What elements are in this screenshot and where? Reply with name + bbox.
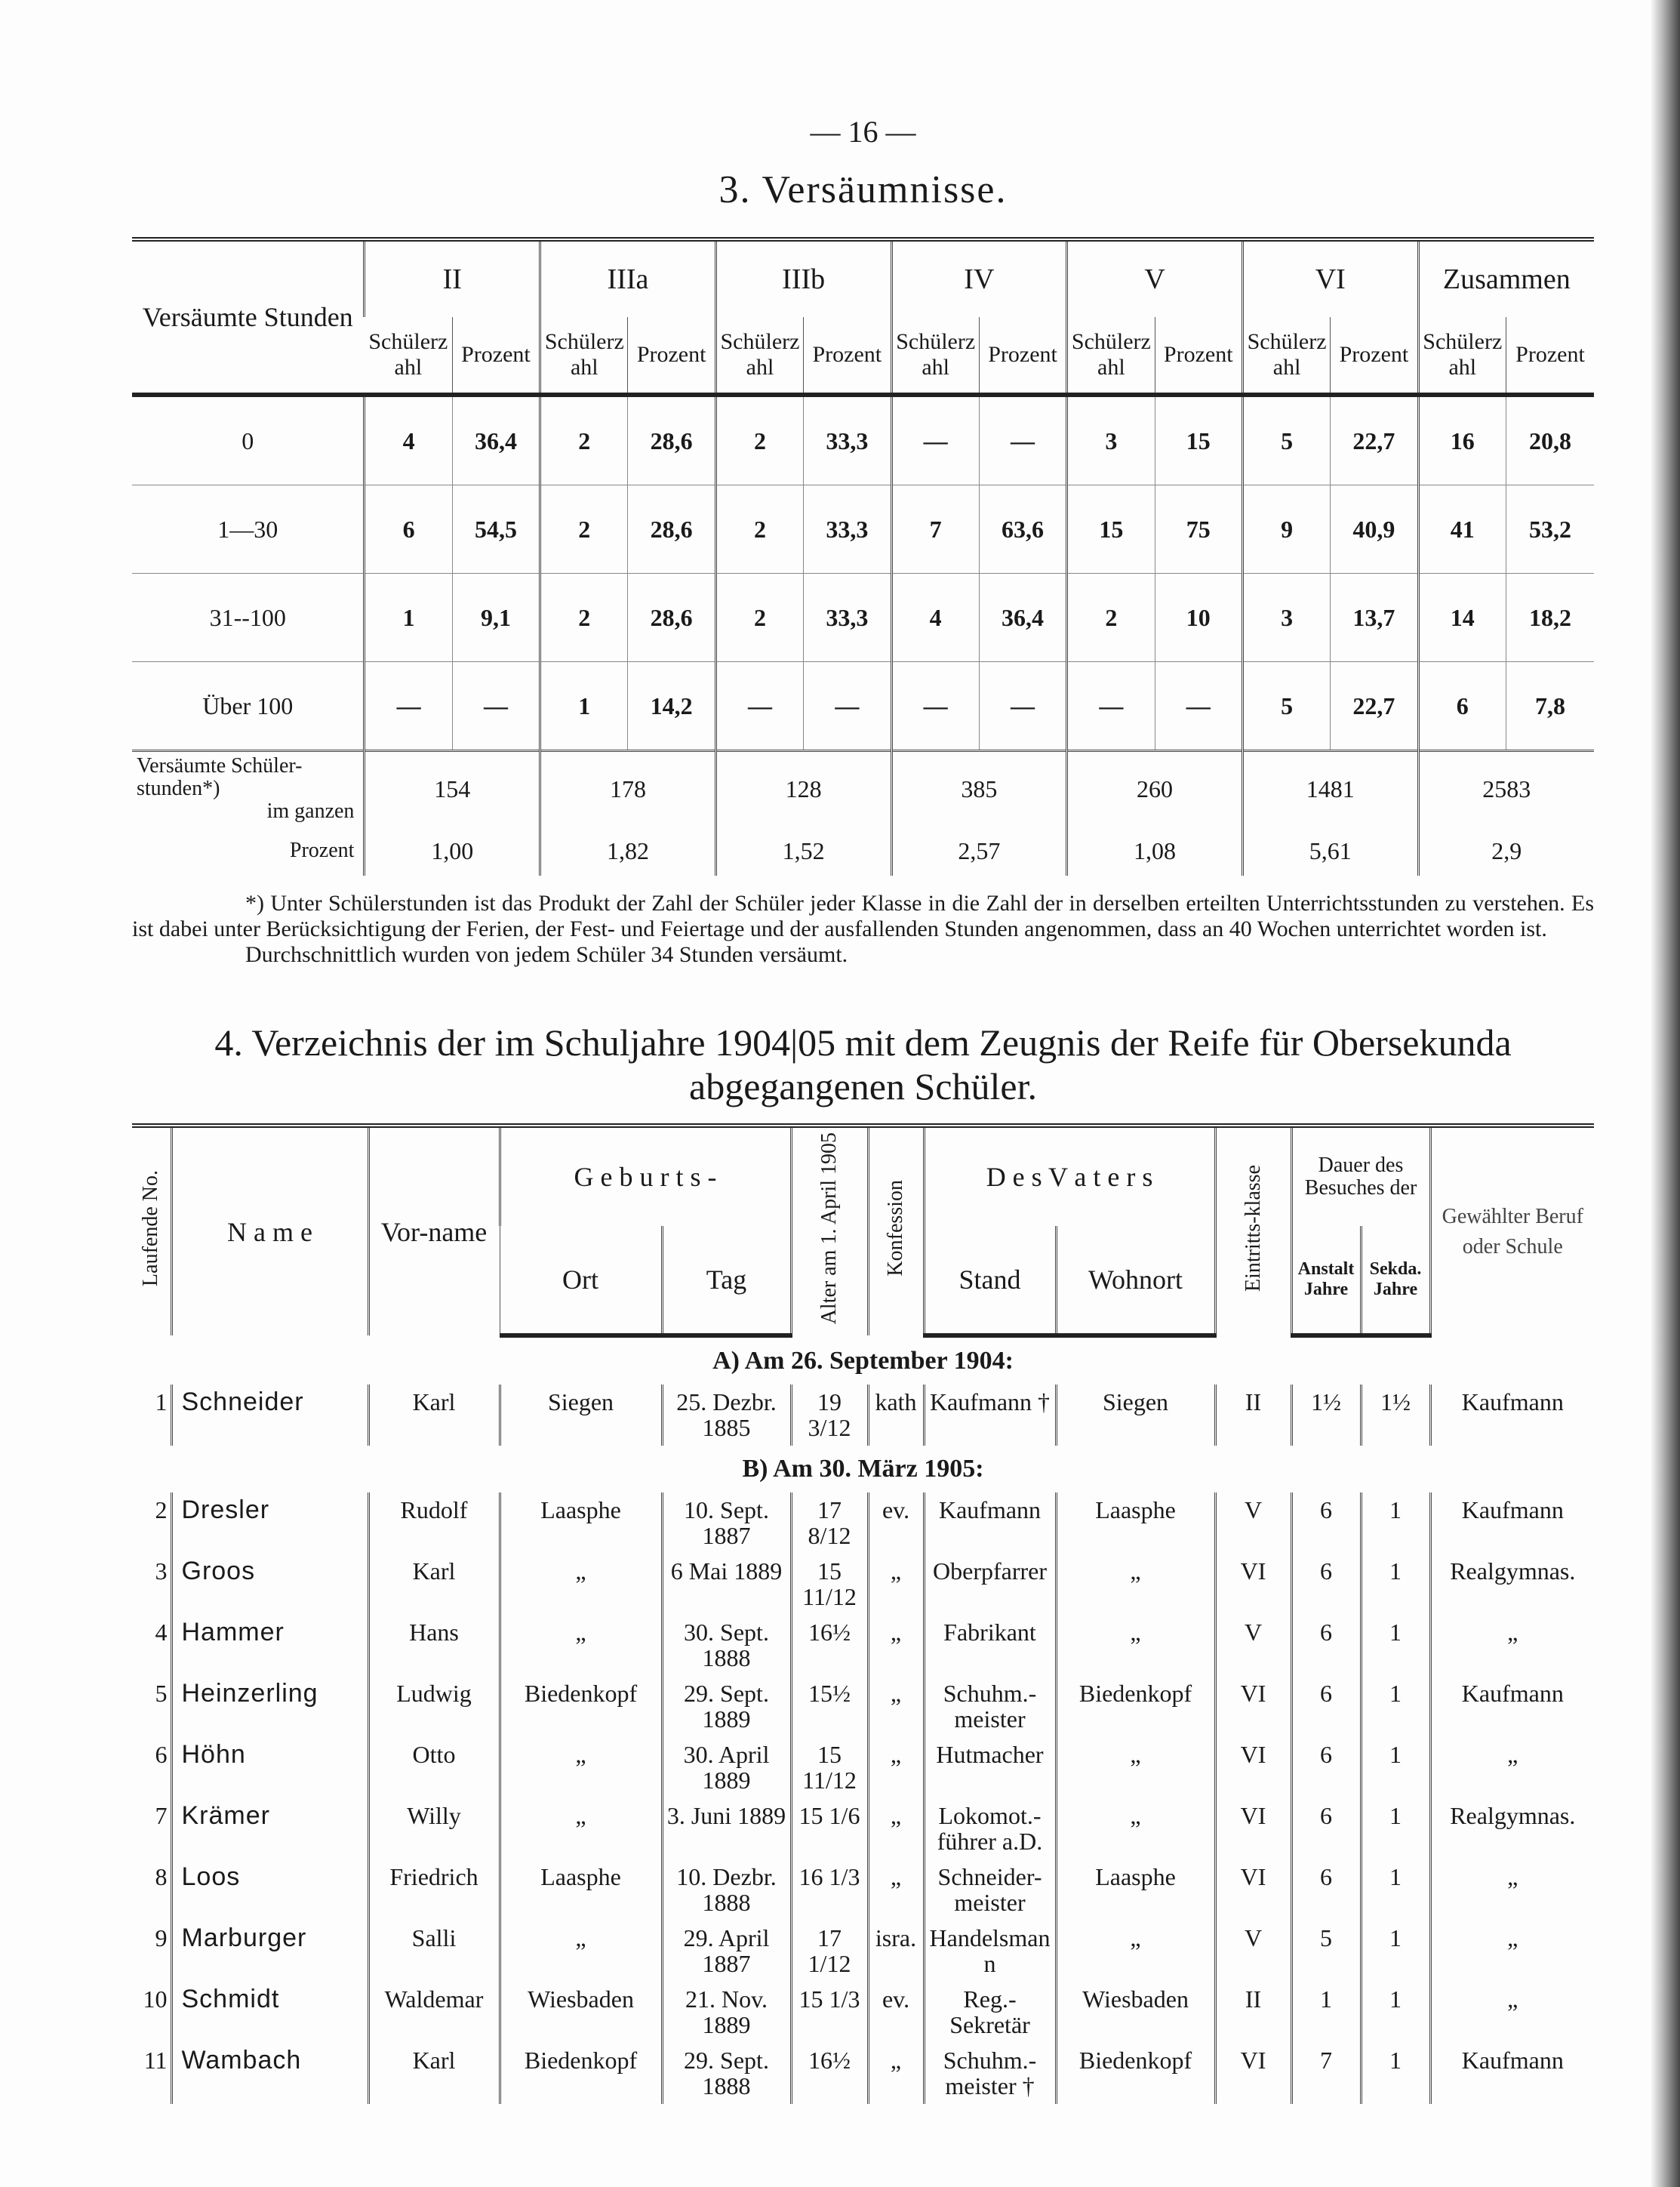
table-row xyxy=(132,1921,1594,1982)
summary-sub-label: im ganzen xyxy=(266,799,355,823)
summary-cell: 154 xyxy=(365,751,540,827)
student-name: Wambach xyxy=(171,2043,368,2104)
cell: 6 xyxy=(1418,662,1506,751)
age: 16½ xyxy=(791,1615,868,1676)
class-header: V xyxy=(1067,239,1243,317)
summary-cell: 1,08 xyxy=(1067,826,1243,876)
cell: 63,6 xyxy=(979,485,1066,574)
group-heading: B) Am 30. März 1905: xyxy=(742,1455,984,1483)
header-ort: Ort xyxy=(500,1226,662,1336)
father-occupation: Schuhm.-meister xyxy=(924,1676,1056,1737)
entry-class: VI xyxy=(1215,1554,1291,1615)
row-label: 31--100 xyxy=(132,574,365,662)
father-residence: „ xyxy=(1056,1737,1215,1798)
cell: — xyxy=(1155,662,1242,751)
cell: 4 xyxy=(365,395,452,485)
confession: „ xyxy=(868,1615,924,1676)
summary-cell: 128 xyxy=(715,751,891,827)
header-sekda: Sekda. Jahre xyxy=(1361,1226,1430,1336)
cell: — xyxy=(1067,662,1155,751)
cell: 2 xyxy=(1067,574,1155,662)
summary-cell: 385 xyxy=(891,751,1067,827)
header-konfession xyxy=(868,1126,924,1335)
father-occupation: Schuhm.-meister † xyxy=(924,2043,1056,2104)
father-occupation: Handelsmann xyxy=(924,1921,1056,1982)
birth-date: 3. Juni 1889 xyxy=(662,1798,791,1859)
header-beruf: Gewählter Beruf oder Schule xyxy=(1430,1126,1594,1335)
years-sekunda: 1 xyxy=(1361,1492,1430,1554)
class-header: Zusammen xyxy=(1418,239,1594,317)
birth-place: „ xyxy=(500,1737,662,1798)
chosen-career: Kaufmann xyxy=(1430,2043,1594,2104)
age: 17 1/12 xyxy=(791,1921,868,1982)
entry-class: VI xyxy=(1215,1798,1291,1859)
cell: 7 xyxy=(891,485,979,574)
sub-header-schuelerzahl: Schülerzahl xyxy=(1242,317,1330,395)
chosen-career: Realgymnas. xyxy=(1430,1554,1594,1615)
confession: „ xyxy=(868,1676,924,1737)
header-anstalt: Anstalt Jahre xyxy=(1291,1226,1361,1336)
student-name: Groos xyxy=(171,1554,368,1615)
table-row xyxy=(132,1385,1594,1446)
class-header: IV xyxy=(891,239,1067,317)
birth-place: Wiesbaden xyxy=(500,1982,662,2043)
years-sekunda: 1 xyxy=(1361,2043,1430,2104)
birth-place: Biedenkopf xyxy=(500,2043,662,2104)
birth-date: 29. April 1887 xyxy=(662,1921,791,1982)
student-name: Hammer xyxy=(171,1615,368,1676)
years-sekunda: 1 xyxy=(1361,1859,1430,1921)
years-school: 6 xyxy=(1291,1737,1361,1798)
entry-class: II xyxy=(1215,1982,1291,2043)
cell: 28,6 xyxy=(628,395,715,485)
birth-place: „ xyxy=(500,1615,662,1676)
header-dauer: Dauer des Besuches der xyxy=(1291,1126,1430,1226)
father-residence: Wiesbaden xyxy=(1056,1982,1215,2043)
entry-class: VI xyxy=(1215,2043,1291,2104)
father-residence: „ xyxy=(1056,1615,1215,1676)
chosen-career: „ xyxy=(1430,1982,1594,2043)
sub-header-prozent: Prozent xyxy=(1506,317,1594,395)
entry-class: II xyxy=(1215,1385,1291,1446)
birth-place: Siegen xyxy=(500,1385,662,1446)
birth-date: 21. Nov. 1889 xyxy=(662,1982,791,2043)
age: 16 1/3 xyxy=(791,1859,868,1921)
cell: — xyxy=(979,395,1066,485)
section-3-title: 3. Versäumnisse. xyxy=(718,168,1008,211)
entry-class: V xyxy=(1215,1615,1291,1676)
summary-cell: 178 xyxy=(540,751,716,827)
cell: 33,3 xyxy=(804,395,891,485)
chosen-career: Kaufmann xyxy=(1430,1492,1594,1554)
cell: 28,6 xyxy=(628,574,715,662)
cell: 22,7 xyxy=(1331,395,1418,485)
first-name: Willy xyxy=(368,1798,500,1859)
first-name: Ludwig xyxy=(368,1676,500,1737)
row-label: 0 xyxy=(132,395,365,485)
years-school: 7 xyxy=(1291,2043,1361,2104)
birth-date: 10. Sept. 1887 xyxy=(662,1492,791,1554)
years-sekunda: 1 xyxy=(1361,1982,1430,2043)
chosen-career: Realgymnas. xyxy=(1430,1798,1594,1859)
father-occupation: Lokomot.-führer a.D. xyxy=(924,1798,1056,1859)
table-row xyxy=(132,2043,1594,2104)
birth-date: 25. Dezbr. 1885 xyxy=(662,1385,791,1446)
age: 15 11/12 xyxy=(791,1737,868,1798)
age: 15 1/3 xyxy=(791,1982,868,2043)
row-number: 8 xyxy=(155,1863,168,1891)
confession: ev. xyxy=(868,1492,924,1554)
cell: 14,2 xyxy=(628,662,715,751)
cell: 6 xyxy=(365,485,452,574)
table-row xyxy=(132,1798,1594,1859)
entry-class: VI xyxy=(1215,1859,1291,1921)
confession: „ xyxy=(868,1859,924,1921)
summary-label xyxy=(132,751,365,827)
sub-header-prozent: Prozent xyxy=(628,317,715,395)
cell: 15 xyxy=(1155,395,1242,485)
cell: 9 xyxy=(1242,485,1330,574)
years-school: 6 xyxy=(1291,1554,1361,1615)
years-sekunda: 1 xyxy=(1361,1615,1430,1676)
row-label: Über 100 xyxy=(132,662,365,751)
birth-place: „ xyxy=(500,1921,662,1982)
summary-label xyxy=(132,826,365,876)
cell: 10 xyxy=(1155,574,1242,662)
header-stand: Stand xyxy=(924,1226,1056,1336)
graduates-table xyxy=(132,1123,1594,2104)
scan-edge xyxy=(1650,0,1680,2187)
footnote xyxy=(132,891,1594,968)
cell: 41 xyxy=(1418,485,1506,574)
age: 16½ xyxy=(791,2043,868,2104)
student-name: Dresler xyxy=(171,1492,368,1554)
first-name: Karl xyxy=(368,2043,500,2104)
cell: 14 xyxy=(1418,574,1506,662)
confession: „ xyxy=(868,1737,924,1798)
average-note: Durchschnittlich wurden von jedem Schüler 34 Stunden versäumt. xyxy=(245,942,848,967)
first-name: Friedrich xyxy=(368,1859,500,1921)
cell: — xyxy=(715,662,803,751)
summary-group-label: Versäumte Schüler-stunden*) xyxy=(137,754,303,800)
header-no xyxy=(132,1126,171,1335)
cell: — xyxy=(891,395,979,485)
father-residence: „ xyxy=(1056,1554,1215,1615)
cell: 18,2 xyxy=(1506,574,1594,662)
cell: 33,3 xyxy=(804,485,891,574)
first-name: Hans xyxy=(368,1615,500,1676)
header-alter-label: Alter am 1. April 1905 xyxy=(817,1132,841,1325)
section-4-title: 4. Verzeichnis der im Schuljahre 1904|05 mit dem Zeugnis der Reife für Obersekunda abgegangenen Schüler. xyxy=(214,1021,1512,1107)
cell: 53,2 xyxy=(1506,485,1594,574)
sub-header-schuelerzahl: Schülerzahl xyxy=(715,317,803,395)
row-label: 1—30 xyxy=(132,485,365,574)
table-row xyxy=(132,1737,1594,1798)
father-residence: Biedenkopf xyxy=(1056,2043,1215,2104)
header-geburts: G e b u r t s - xyxy=(500,1126,791,1226)
cell: 2 xyxy=(540,574,628,662)
header-name: N a m e xyxy=(171,1126,368,1335)
chosen-career: Kaufmann xyxy=(1430,1676,1594,1737)
header-konfession-label: Konfession xyxy=(884,1180,907,1277)
table-row xyxy=(132,574,1594,662)
cell: 3 xyxy=(1242,574,1330,662)
student-name: Krämer xyxy=(171,1798,368,1859)
birth-date: 29. Sept. 1889 xyxy=(662,1676,791,1737)
sub-header-schuelerzahl: Schülerzahl xyxy=(1067,317,1155,395)
age: 15½ xyxy=(791,1676,868,1737)
row-number: 4 xyxy=(155,1619,168,1646)
footnote-text: *) Unter Schülerstunden ist das Produkt der Zahl der Schüler jeder Klasse in die Zahl der in derselben erteilten Unterrichtsstunden zu verstehen. Es ist dabei unter Berücksichtigung der Ferien, der Fest- und Feiertage und der ausfallenden Stunden angenommen, dass an 40 Wochen unterrichtet worden ist. xyxy=(132,891,1594,941)
cell: 36,4 xyxy=(452,395,540,485)
confession: isra. xyxy=(868,1921,924,1982)
sub-header-schuelerzahl: Schülerzahl xyxy=(1418,317,1506,395)
chosen-career: „ xyxy=(1430,1921,1594,1982)
father-occupation: Hutmacher xyxy=(924,1737,1056,1798)
table-row xyxy=(132,1859,1594,1921)
table-row xyxy=(132,662,1594,751)
years-sekunda: 1 xyxy=(1361,1737,1430,1798)
summary-cell: 1,82 xyxy=(540,826,716,876)
birth-place: Biedenkopf xyxy=(500,1676,662,1737)
cell: 28,6 xyxy=(628,485,715,574)
cell: 4 xyxy=(891,574,979,662)
years-school: 6 xyxy=(1291,1859,1361,1921)
summary-cell: 2,9 xyxy=(1418,826,1594,876)
table-row xyxy=(132,1676,1594,1737)
cell: — xyxy=(891,662,979,751)
confession: ev. xyxy=(868,1982,924,2043)
sub-header-prozent: Prozent xyxy=(979,317,1066,395)
confession: „ xyxy=(868,1798,924,1859)
header-tag: Tag xyxy=(662,1226,791,1336)
summary-cell: 5,61 xyxy=(1242,826,1418,876)
cell: 15 xyxy=(1067,485,1155,574)
birth-date: 10. Dezbr. 1888 xyxy=(662,1859,791,1921)
confession: „ xyxy=(868,1554,924,1615)
cell: 75 xyxy=(1155,485,1242,574)
sub-header-prozent: Prozent xyxy=(804,317,891,395)
cell: 7,8 xyxy=(1506,662,1594,751)
student-name: Schneider xyxy=(171,1385,368,1446)
cell: 36,4 xyxy=(979,574,1066,662)
row-number: 1 xyxy=(155,1388,168,1416)
cell: 5 xyxy=(1242,395,1330,485)
chosen-career: „ xyxy=(1430,1615,1594,1676)
sub-header-prozent: Prozent xyxy=(452,317,540,395)
years-sekunda: 1 xyxy=(1361,1798,1430,1859)
first-name: Salli xyxy=(368,1921,500,1982)
sub-header-schuelerzahl: Schülerzahl xyxy=(365,317,452,395)
cell: 20,8 xyxy=(1506,395,1594,485)
table-row xyxy=(132,1615,1594,1676)
birth-date: 6 Mai 1889 xyxy=(662,1554,791,1615)
row-number: 9 xyxy=(155,1924,168,1952)
father-occupation: Kaufmann † xyxy=(924,1385,1056,1446)
cell: 2 xyxy=(715,395,803,485)
page-number: — 16 — xyxy=(810,115,916,149)
years-school: 6 xyxy=(1291,1615,1361,1676)
confession: „ xyxy=(868,2043,924,2104)
class-header: IIIa xyxy=(540,239,716,317)
birth-place: „ xyxy=(500,1554,662,1615)
years-school: 6 xyxy=(1291,1676,1361,1737)
class-header: VI xyxy=(1242,239,1418,317)
cell: 2 xyxy=(540,395,628,485)
row-number: 3 xyxy=(155,1557,168,1585)
father-residence: Laasphe xyxy=(1056,1859,1215,1921)
cell: 5 xyxy=(1242,662,1330,751)
row-header: Versäumte Stunden xyxy=(132,239,365,395)
cell: 16 xyxy=(1418,395,1506,485)
header-eintritt-label: Eintritts-klasse xyxy=(1241,1165,1265,1292)
table-row xyxy=(132,1492,1594,1554)
entry-class: V xyxy=(1215,1492,1291,1554)
cell: 2 xyxy=(715,485,803,574)
sub-header-schuelerzahl: Schülerzahl xyxy=(540,317,628,395)
summary-sub-label: Prozent xyxy=(289,839,355,862)
header-wohnort: Wohnort xyxy=(1056,1226,1215,1336)
cell: 2 xyxy=(715,574,803,662)
confession: kath xyxy=(868,1385,924,1446)
row-number: 7 xyxy=(155,1802,168,1830)
birth-date: 30. April 1889 xyxy=(662,1737,791,1798)
age: 19 3/12 xyxy=(791,1385,868,1446)
student-name: Loos xyxy=(171,1859,368,1921)
cell: — xyxy=(804,662,891,751)
cell: — xyxy=(365,662,452,751)
cell: 9,1 xyxy=(452,574,540,662)
sub-header-prozent: Prozent xyxy=(1155,317,1242,395)
birth-date: 29. Sept. 1888 xyxy=(662,2043,791,2104)
years-school: 6 xyxy=(1291,1492,1361,1554)
table-row xyxy=(132,1982,1594,2043)
class-header: IIIb xyxy=(715,239,891,317)
years-sekunda: 1½ xyxy=(1361,1385,1430,1446)
chosen-career: „ xyxy=(1430,1859,1594,1921)
birth-date: 30. Sept. 1888 xyxy=(662,1615,791,1676)
years-sekunda: 1 xyxy=(1361,1554,1430,1615)
group-heading: A) Am 26. September 1904: xyxy=(712,1347,1014,1375)
cell: 2 xyxy=(540,485,628,574)
class-header: II xyxy=(365,239,540,317)
header-eintritt xyxy=(1215,1126,1291,1335)
summary-cell: 2,57 xyxy=(891,826,1067,876)
age: 17 8/12 xyxy=(791,1492,868,1554)
years-sekunda: 1 xyxy=(1361,1676,1430,1737)
first-name: Rudolf xyxy=(368,1492,500,1554)
table-row xyxy=(132,395,1594,485)
cell: — xyxy=(979,662,1066,751)
cell: 40,9 xyxy=(1331,485,1418,574)
sub-header-prozent: Prozent xyxy=(1331,317,1418,395)
row-number: 11 xyxy=(143,2047,168,2075)
summary-cell: 2583 xyxy=(1418,751,1594,827)
years-school: 1 xyxy=(1291,1982,1361,2043)
student-name: Schmidt xyxy=(171,1982,368,2043)
first-name: Karl xyxy=(368,1385,500,1446)
table-row xyxy=(132,1554,1594,1615)
row-number: 10 xyxy=(143,1985,168,2013)
father-occupation: Schneider-meister xyxy=(924,1859,1056,1921)
first-name: Waldemar xyxy=(368,1982,500,2043)
years-school: 5 xyxy=(1291,1921,1361,1982)
summary-cell: 1,52 xyxy=(715,826,891,876)
cell: — xyxy=(452,662,540,751)
years-sekunda: 1 xyxy=(1361,1921,1430,1982)
entry-class: VI xyxy=(1215,1676,1291,1737)
first-name: Karl xyxy=(368,1554,500,1615)
header-alter xyxy=(791,1126,868,1335)
sub-header-schuelerzahl: Schülerzahl xyxy=(891,317,979,395)
father-residence: Laasphe xyxy=(1056,1492,1215,1554)
row-number: 5 xyxy=(155,1680,168,1708)
birth-place: Laasphe xyxy=(500,1492,662,1554)
absences-table xyxy=(132,237,1594,876)
cell: 1 xyxy=(540,662,628,751)
summary-cell: 1,00 xyxy=(365,826,540,876)
father-occupation: Oberpfarrer xyxy=(924,1554,1056,1615)
father-residence: Biedenkopf xyxy=(1056,1676,1215,1737)
entry-class: V xyxy=(1215,1921,1291,1982)
years-school: 1½ xyxy=(1291,1385,1361,1446)
cell: 33,3 xyxy=(804,574,891,662)
student-name: Höhn xyxy=(171,1737,368,1798)
header-vater: D e s V a t e r s xyxy=(924,1126,1215,1226)
chosen-career: Kaufmann xyxy=(1430,1385,1594,1446)
summary-cell: 260 xyxy=(1067,751,1243,827)
years-school: 6 xyxy=(1291,1798,1361,1859)
student-name: Heinzerling xyxy=(171,1676,368,1737)
row-number: 2 xyxy=(155,1496,168,1524)
father-residence: „ xyxy=(1056,1921,1215,1982)
father-occupation: Fabrikant xyxy=(924,1615,1056,1676)
father-occupation: Reg.-Sekretär xyxy=(924,1982,1056,2043)
birth-place: „ xyxy=(500,1798,662,1859)
table-row xyxy=(132,485,1594,574)
father-occupation: Kaufmann xyxy=(924,1492,1056,1554)
chosen-career: „ xyxy=(1430,1737,1594,1798)
cell: 1 xyxy=(365,574,452,662)
father-residence: „ xyxy=(1056,1798,1215,1859)
header-vorname: Vor-name xyxy=(368,1126,500,1335)
entry-class: VI xyxy=(1215,1737,1291,1798)
summary-cell: 1481 xyxy=(1242,751,1418,827)
row-number: 6 xyxy=(155,1741,168,1769)
student-name: Marburger xyxy=(171,1921,368,1982)
cell: 3 xyxy=(1067,395,1155,485)
father-residence: Siegen xyxy=(1056,1385,1215,1446)
cell: 22,7 xyxy=(1331,662,1418,751)
first-name: Otto xyxy=(368,1737,500,1798)
cell: 13,7 xyxy=(1331,574,1418,662)
header-no-label: Laufende No. xyxy=(139,1170,163,1287)
age: 15 11/12 xyxy=(791,1554,868,1615)
age: 15 1/6 xyxy=(791,1798,868,1859)
birth-place: Laasphe xyxy=(500,1859,662,1921)
cell: 54,5 xyxy=(452,485,540,574)
